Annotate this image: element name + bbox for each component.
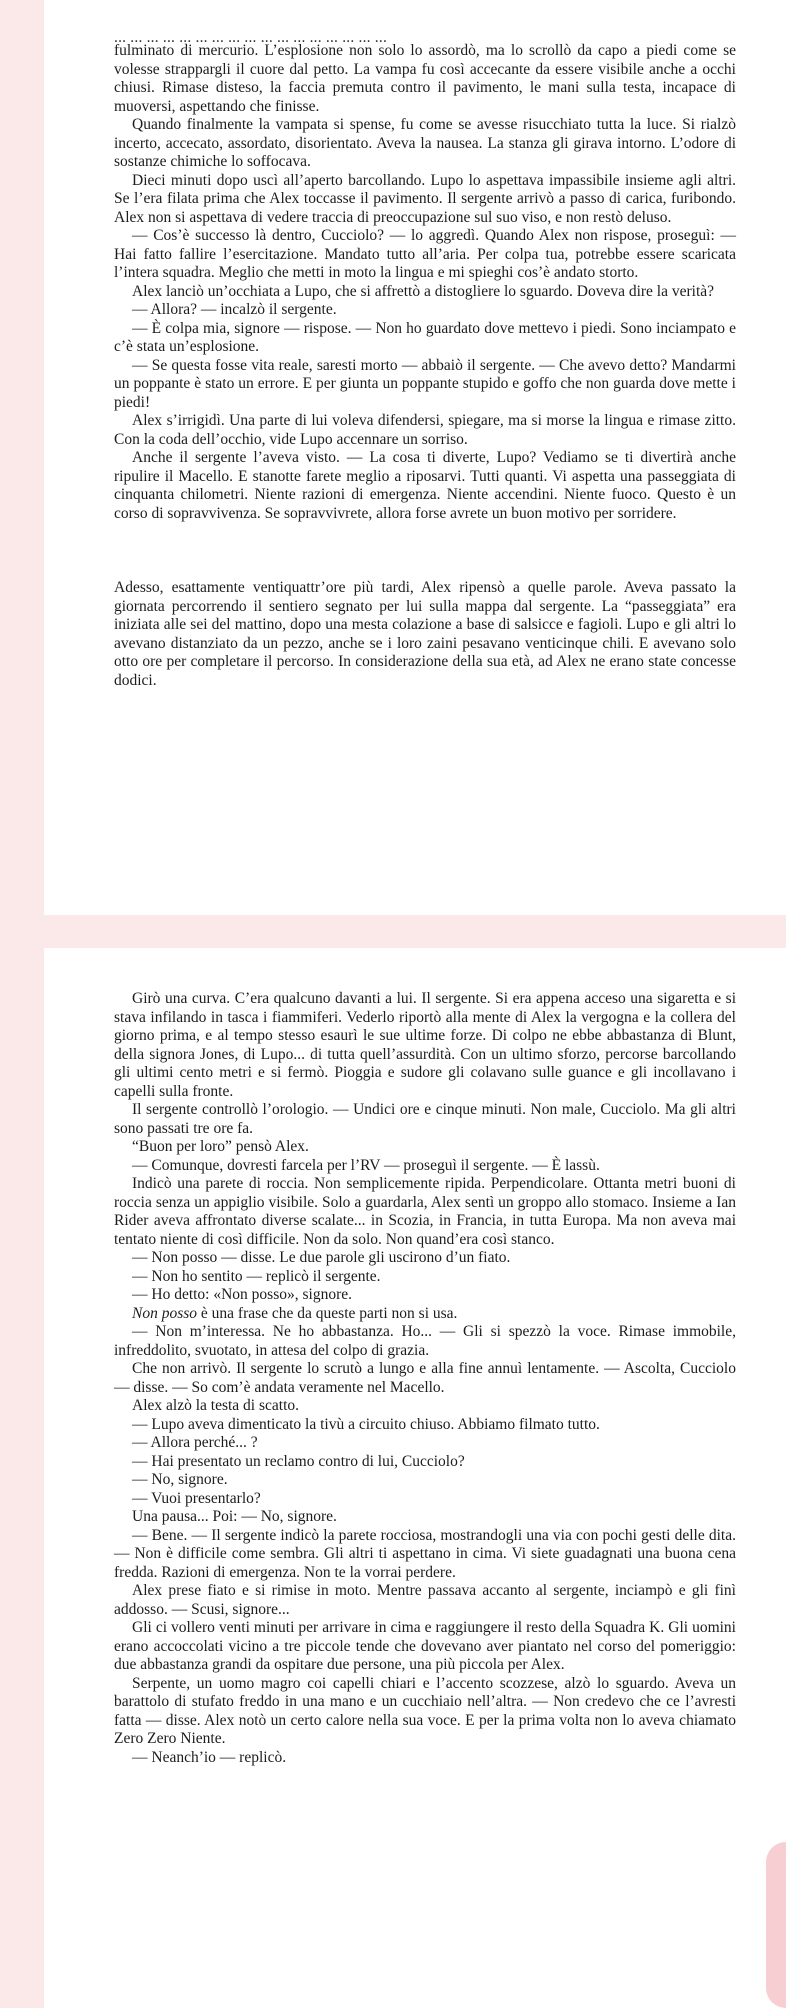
page-2 xyxy=(44,948,786,2008)
paragraph: — Allora? — incalzò il sergente. xyxy=(132,301,337,318)
paragraph: — No, signore. xyxy=(132,1471,228,1488)
paragraph: Alex s’irrigidì. Una parte di lui voleva difendersi, spiegare, ma si morse la lingua e rimase zitto. Con la coda dell’occhio, vide Lupo accennare un sorriso. xyxy=(114,412,736,448)
paragraph: — Cos’è successo là dentro, Cucciolo? — lo aggredì. Quando Alex non rispose, proseguì: — Hai fatto fallire l’esercitazione. Mandato tutto all’aria. Per colpa tua, potrebbe essere scaricata l’intera squadra. Meglio che metti in moto la lingua e mi spieghi cos’è andato storto. xyxy=(114,227,736,281)
paragraph: Una pausa... Poi: — No, signore. xyxy=(132,1508,337,1525)
paragraph: Che non arrivò. Il sergente lo scrutò a lungo e alla fine annuì lentamente. — Ascolta, Cucciolo — disse. — So com’è andata veramente nel Macello. xyxy=(114,1360,736,1396)
paragraph: “Buon per loro” pensò Alex. xyxy=(132,1138,309,1155)
paragraph: — Se questa fosse vita reale, saresti morto — abbaiò il sergente. — Che avevo detto? Mandarmi un poppante è stato un errore. E per giunta un poppante stupido e goffo che non guarda dove mette i piedi! xyxy=(114,356,736,411)
paragraph: — Ho detto: «Non posso», signore. xyxy=(132,1286,353,1303)
paragraph: Alex lanciò un’occhiata a Lupo, che si affrettò a distogliere lo sguardo. Doveva dire la verità? xyxy=(132,282,715,300)
scroll-thumb[interactable] xyxy=(766,1842,786,2008)
paragraph: Serpente, un uomo magro coi capelli chiari e l’accento scozzese, alzò lo sguardo. Aveva un barattolo di stufato freddo in una mano e un cucchiaio nell’altra. — Non credevo che ce l’avresti fatta — disse. Alex notò un certo calore nella sua voce. E per la prima volta non lo aveva chiamato Zero Zero Niente. xyxy=(114,1674,736,1747)
paragraph: Quando finalmente la vampata si spense, fu come se avesse risucchiato tutta la luce. Si rialzò incerto, accecato, assordato, disorientato. Aveva la nausea. La stanza gli girava intorno. L’odore di sostanze chimiche lo soffocava. xyxy=(114,116,736,170)
paragraph: — Bene. — Il sergente indicò la parete rocciosa, mostrandogli una via con pochi gesti delle dita. — Non è difficile come sembra. Gli altri ti aspettano in cima. Vi siete guadagnati una buona cena fredda. Razioni di emergenza. Non te la vorrai perdere. xyxy=(114,1526,736,1581)
paragraph: Alex prese fiato e si rimise in moto. Mentre passava accanto al sergente, inciampò e gli finì addosso. — Scusi, signore... xyxy=(114,1582,736,1618)
paragraph: Anche il sergente l’aveva visto. — La cosa ti diverte, Lupo? Vediamo se ti divertirà anche ripulire il Macello. E stanotte farete meglio a riposarvi. Tutti quanti. Vi aspetta una passeggiata di cinquanta chilometri. Niente razioni di emergenza. Niente accendini. Niente fuoco. Questo è un corso di sopravvivenza. Se sopravvivrete, allora forse avrete un buon motivo per sorridere. xyxy=(114,449,736,522)
italic-phrase: Non posso xyxy=(132,1304,198,1322)
paragraph: — Neanch’io — replicò. xyxy=(132,1748,287,1766)
section-break xyxy=(114,551,736,579)
paragraph: Dieci minuti dopo uscì all’aperto barcollando. Lupo lo aspettava impassibile insieme agli altri. Se l’era filata prima che Alex toccasse il pavimento. Il sergente arrivò a passo di carica, furibondo. Alex non si aspettava di vedere traccia di preoccupazione sul suo viso, e non restò deluso. xyxy=(114,171,736,226)
paragraph: — Non posso — disse. Le due parole gli uscirono d’un fiato. xyxy=(132,1249,511,1266)
paragraph: — Allora perché... ? xyxy=(132,1434,258,1451)
paragraph: — Lupo aveva dimenticato la tivù a circuito chiuso. Abbiamo filmato tutto. xyxy=(132,1415,600,1433)
paragraph: — Vuoi presentarlo? xyxy=(132,1489,261,1507)
paragraph: Alex alzò la testa di scatto. xyxy=(132,1397,299,1414)
cutoff-line: ... ... ... ... ... ... ... ... ... ... ... ... ... ... ... ... ... xyxy=(114,29,388,42)
paragraph: — Non ho sentito — replicò il sergente. xyxy=(132,1267,381,1285)
paragraph: — Comunque, dovresti farcela per l’RV — proseguì il sergente. — È lassù. xyxy=(132,1156,600,1174)
paragraph: fulminato di mercurio. L’esplosione non solo lo assordò, ma lo scrollò da capo a piedi come se volesse strappargli il cuore dal petto. La vampa fu così accecante da essere visibile anche a occhi chiusi. Rimase disteso, la faccia premuta contro il pavimento, le mani sulla testa, incapace di muoversi, aspettando che finisse. xyxy=(114,42,736,115)
paragraph-rest: è una frase che da queste parti non si usa. xyxy=(197,1304,458,1322)
paragraph: Girò una curva. C’era qualcuno davanti a lui. Il sergente. Si era appena acceso una sigaretta e si stava infilando in tasca i fiammiferi. Vederlo riportò alla mente di Alex la vergogna e la collera del giorno prima, e al tempo stesso esaurì le sue ultime forze. Di colpo ne ebbe abbastanza di Blunt, della signora Jones, di Lupo... di tutta quell’assurdità. Con un ultimo sforzo, percorse barcollando gli ultimi cento metri e si fermò. Pioggia e sudore gli colavano sulle guance e gli incollavano i capelli sulla fronte. xyxy=(114,990,736,1100)
paragraph: — Hai presentato un reclamo contro di lui, Cucciolo? xyxy=(132,1452,465,1470)
paragraph: Gli ci vollero venti minuti per arrivare in cima e raggiungere il resto della Squadra K. Gli uomini erano accoccolati vicino a tre piccole tende che dovevano aver piantato nel corso del pomeriggio: due abbastanza grandi da ospitare due persone, una più piccola per Alex. xyxy=(114,1619,736,1673)
paragraph: — È colpa mia, signore — rispose. — Non ho guardato dove mettevo i piedi. Sono inciampato e c’è stata un’esplosione. xyxy=(114,319,736,355)
paragraph: — Non m’interessa. Ne ho abbastanza. Ho... — Gli si spezzò la voce. Rimase immobile, infreddolito, svuotato, in attesa del colpo di grazia. xyxy=(114,1323,736,1359)
paragraph xyxy=(114,1305,736,1324)
paragraph: Adesso, esattamente ventiquattr’ore più tardi, Alex ripensò a quelle parole. Aveva passato la giornata percorrendo il sentiero segnato per lui sulla mappa dal sergente. La “passeggiata” era iniziata alle sei del mattino, dopo una mesta colazione a base di salsicce e fagioli. Lupo e gli altri lo avevano distanziato da un pezzo, anche se i loro zaini pesavano venticinque chili. E avevano solo otto ore per completare il percorso. In considerazione della sua età, ad Alex ne erano state concesse dodici. xyxy=(114,579,736,689)
paragraph: Il sergente controllò l’orologio. — Undici ore e cinque minuti. Non male, Cucciolo. Ma gli altri sono passati tre ore fa. xyxy=(114,1101,736,1137)
paragraph: Indicò una parete di roccia. Non semplicemente ripida. Perpendicolare. Ottanta metri buoni di roccia senza un appiglio visibile. Solo a guardarla, Alex sentì un groppo allo stomaco. Insieme a Ian Rider aveva affrontato diverse scalate... in Scozia, in Francia, in tutta Europa. Ma non aveva mai tentato niente di così difficile. Non da solo. Non quand’era così stanco. xyxy=(114,1175,736,1248)
section-break xyxy=(114,523,736,551)
page-1 xyxy=(44,0,786,915)
